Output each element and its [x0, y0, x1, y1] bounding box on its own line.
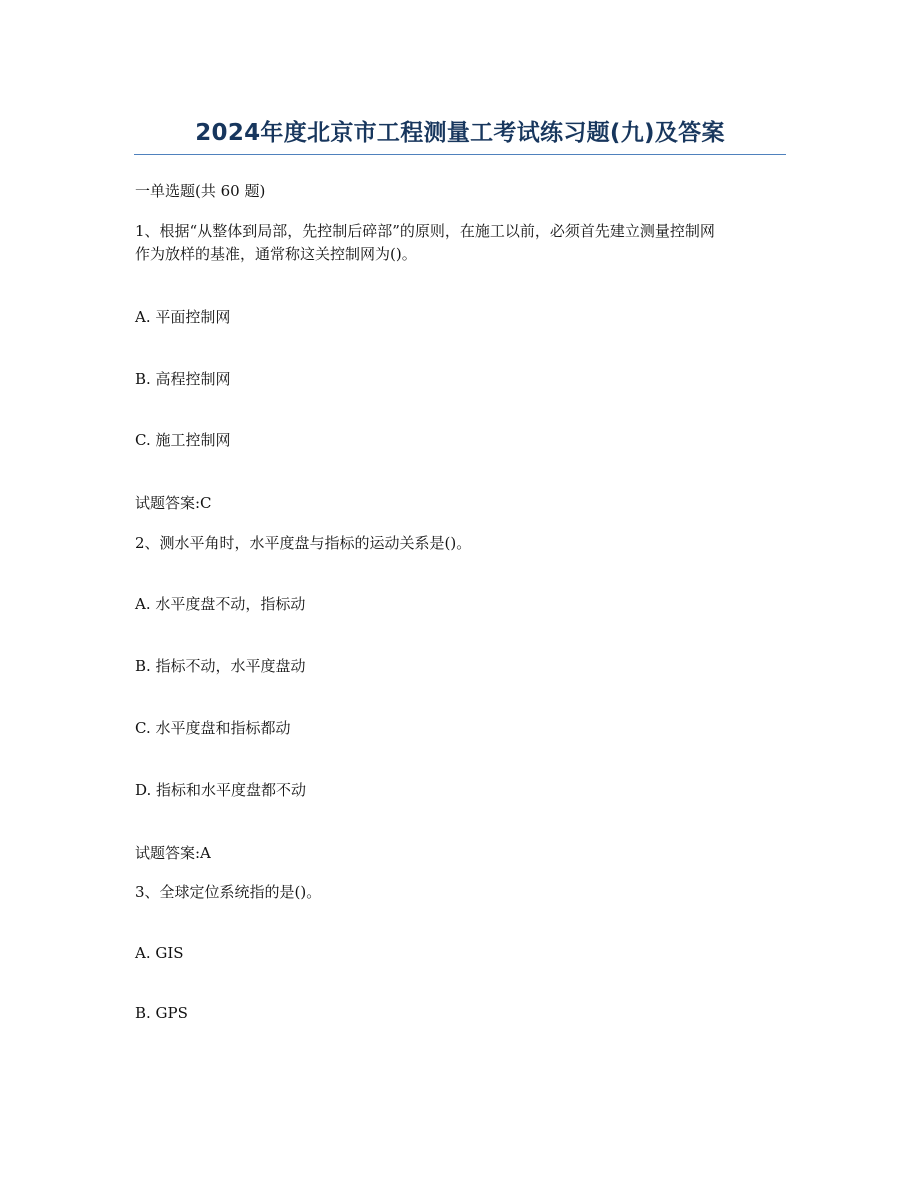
- question-1-stem: [135, 220, 785, 266]
- question-1-answer: 试题答案:C: [135, 494, 212, 512]
- section-header: 一单选题(共 60 题): [135, 182, 266, 200]
- question-1-option-b: B. 高程控制网: [135, 370, 231, 388]
- question-2-option-b: B. 指标不动，水平度盘动: [135, 657, 306, 675]
- question-2-option-c: C. 水平度盘和指标都动: [135, 719, 291, 737]
- document-title: 2024年度北京市工程测量工考试练习题(九)及答案: [195, 120, 725, 146]
- question-3-option-a: A. GIS: [135, 944, 184, 962]
- question-1-option-a: A. 平面控制网: [135, 308, 231, 326]
- question-3-option-b: B. GPS: [135, 1004, 188, 1022]
- question-2-answer: 试题答案:A: [135, 844, 211, 862]
- question-1-option-c: C. 施工控制网: [135, 431, 231, 449]
- question-1-stem-line-1: 1、根据“从整体到局部，先控制后碎部”的原则，在施工以前，必须首先建立测量控制网: [135, 222, 715, 240]
- question-3-stem: 3、全球定位系统指的是()。: [135, 883, 322, 901]
- question-2-stem: 2、测水平角时，水平度盘与指标的运动关系是()。: [135, 534, 472, 552]
- title-underline: [134, 154, 786, 155]
- question-1-stem-line-2: 作为放样的基准，通常称这关控制网为()。: [135, 245, 417, 263]
- question-2-option-d: D. 指标和水平度盘都不动: [135, 781, 307, 799]
- question-2-option-a: A. 水平度盘不动，指标动: [135, 595, 306, 613]
